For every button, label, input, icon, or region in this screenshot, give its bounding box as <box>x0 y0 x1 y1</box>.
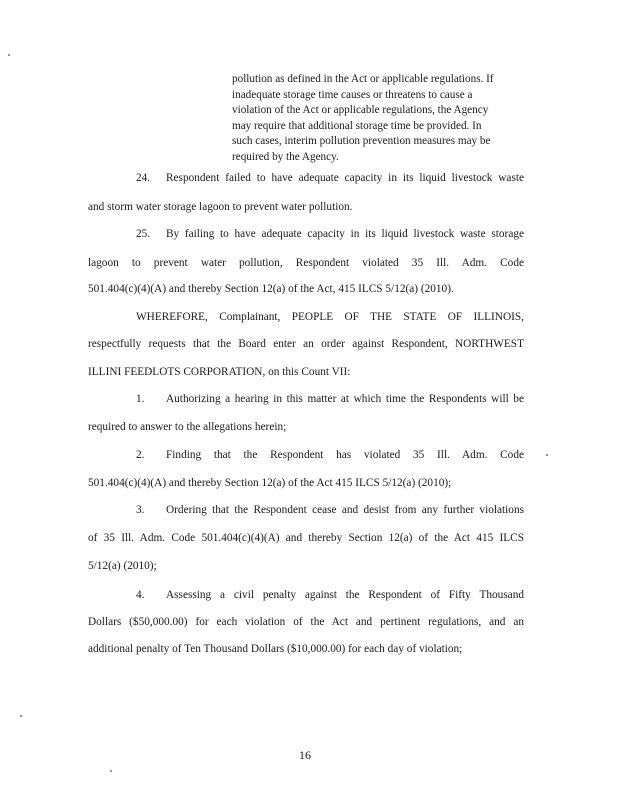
item-3-line: Ordering that the Respondent cease and desist from any further violations <box>166 504 524 516</box>
item-1-number: 1. <box>136 393 145 405</box>
scan-speck <box>8 54 10 56</box>
paragraph-24-line: Respondent failed to have adequate capacity in its liquid livestock waste <box>166 172 524 184</box>
scan-speck <box>110 770 112 772</box>
paragraph-24-number: 24. <box>136 172 151 184</box>
item-2-line: Finding that the Respondent has violated 35 Ill. Adm. Code <box>166 449 524 461</box>
paragraph-25-number: 25. <box>136 228 151 240</box>
paragraph-25-line: 501.404(c)(4)(A) and thereby Section 12(a) of the Act, 415 ILCS 5/12(a) (2010). <box>88 283 454 295</box>
scan-speck <box>20 715 22 717</box>
paragraph-25-line: lagoon to prevent water pollution, Respondent violated 35 Ill. Adm. Code <box>88 257 524 269</box>
quote-line: may require that additional storage time be provided. In <box>232 119 482 132</box>
item-4-line: Dollars ($50,000.00) for each violation of the Act and pertinent regulations, and an <box>88 616 524 628</box>
quote-line: required by the Agency. <box>232 150 339 163</box>
item-1-line: required to answer to the allegations herein; <box>88 421 287 433</box>
item-1-line: Authorizing a hearing in this matter at which time the Respondents will be <box>166 393 524 405</box>
item-4-number: 4. <box>136 589 145 601</box>
item-4-line: additional penalty of Ten Thousand Dollars ($10,000.00) for each day of violation; <box>88 643 463 655</box>
item-2-number: 2. <box>136 449 145 461</box>
paragraph-25-line: By failing to have adequate capacity in its liquid livestock waste storage <box>166 228 524 240</box>
wherefore-line: WHEREFORE, Complainant, PEOPLE OF THE STATE OF ILLINOIS, <box>136 311 524 323</box>
page-number: 16 <box>299 748 311 762</box>
quote-line: such cases, interim pollution prevention measures may be <box>232 135 491 147</box>
item-3-line: 5/12(a) (2010); <box>88 560 157 572</box>
item-3-number: 3. <box>136 504 145 516</box>
wherefore-line: respectfully requests that the Board enter an order against Respondent, NORTHWEST <box>88 338 524 350</box>
wherefore-line: ILLINI FEEDLOTS CORPORATION, on this Count VII: <box>88 366 351 378</box>
item-3-line: of 35 Ill. Adm. Code 501.404(c)(4)(A) and thereby Section 12(a) of the Act 415 ILCS <box>88 532 524 544</box>
paragraph-24-line: and storm water storage lagoon to prevent water pollution. <box>88 201 353 213</box>
quote-line: pollution as defined in the Act or applicable regulations. If <box>232 73 494 85</box>
block-quote <box>232 72 532 165</box>
item-2-line: 501.404(c)(4)(A) and thereby Section 12(a) of the Act 415 ILCS 5/12(a) (2010); <box>88 477 452 489</box>
quote-line: inadequate storage time causes or threatens to cause a <box>232 88 473 101</box>
item-4-line: Assessing a civil penalty against the Respondent of Fifty Thousand <box>166 589 524 601</box>
scan-speck <box>546 454 548 456</box>
quote-line: violation of the Act or applicable regulations, the Agency <box>232 104 489 116</box>
